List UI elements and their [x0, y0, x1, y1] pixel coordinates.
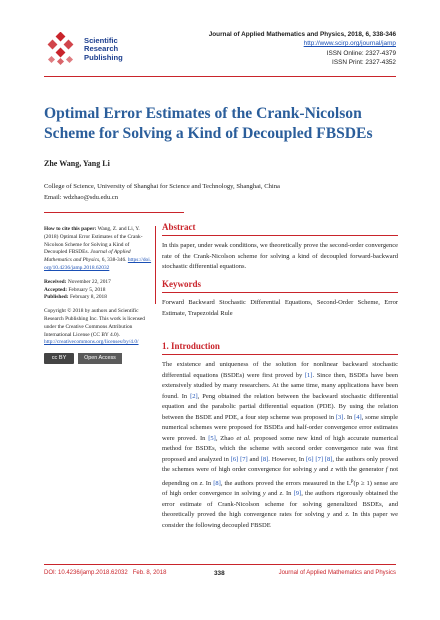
math-var: z — [279, 490, 283, 498]
received-label: Received: — [44, 278, 67, 285]
journal-url-link[interactable]: http://www.scirp.org/journal/jamp — [303, 40, 396, 48]
authors: Zhe Wang, Yang Li — [44, 159, 110, 168]
cite-tail: , 6, 338-346. — [99, 257, 127, 264]
intro-etal: et al. — [236, 434, 251, 442]
intro-text: proposed some new kind of high accurate numerical method for BSDEs, which the scheme with second order convergence rate was first proposed and analyzed in — [162, 434, 399, 463]
affiliation-divider — [44, 212, 184, 213]
accepted-label: Accepted: — [44, 286, 68, 293]
abstract-section — [162, 222, 398, 273]
sidebar — [44, 226, 152, 364]
ref-link[interactable]: [9] — [293, 490, 302, 498]
cite-journal: Journal of Applied Mathematics and Physics — [44, 249, 131, 264]
received-date: November 22, 2017 — [67, 278, 111, 285]
intro-text: The existence and uniqueness of the solution for nonlinear backward stochastic differential equations (BSDEs) were first proved by — [162, 361, 398, 379]
math-var: y — [327, 511, 331, 519]
intro-text: , the authors proved the errors measured in the — [220, 479, 347, 487]
intro-text: , the authors rigorously obtained the error estimate of Crank-Nicolson scheme for solving generalized BSDEs, and theoretically proved the high convergence rates for solving — [162, 490, 398, 519]
ref-link[interactable]: [6] [7] [8] — [306, 455, 333, 463]
math-sup: p — [350, 477, 354, 484]
ref-link[interactable]: [6] — [230, 455, 239, 463]
ref-link[interactable]: [5] — [208, 434, 216, 442]
keywords-text: Forward Backward Stochastic Differential Equations, Second-Order Scheme, Error Estimate, Trapezoidal Rule — [162, 299, 398, 317]
math-var: z — [199, 479, 203, 487]
ref-link[interactable]: [8] — [260, 455, 269, 463]
journal-info — [209, 30, 396, 68]
math-lp: L — [346, 479, 351, 487]
open-access-badge[interactable]: Open Access — [78, 353, 122, 364]
ref-link[interactable]: [2] — [190, 392, 198, 400]
intro-text: . In this paper we consider the following decoupled FBSDE — [162, 511, 398, 529]
license-link[interactable]: http://creativecommons.org/licenses/by/4.0/ — [44, 339, 139, 346]
intro-text: and — [265, 490, 280, 498]
intro-text: and — [330, 511, 346, 519]
math-cond: (p ≥ 1) — [353, 479, 372, 487]
keywords-section — [162, 279, 398, 319]
publisher-name — [84, 37, 123, 62]
footer-doi-date — [44, 570, 166, 576]
paper-title: Optimal Error Estimates of the Crank-Nicolson Scheme for Solving a Kind of Decoupled FBSDEs — [44, 105, 373, 142]
published-label: Published: — [44, 294, 69, 301]
intro-text: , Peng obtained the relation between the backward stochastic differential equation and the parabolic partial differential equation (PDE). By using the relation between the BSDE and PDE, a four step scheme was proposed in — [162, 392, 398, 421]
citation — [44, 226, 152, 273]
cite-label: How to cite this paper: — [44, 226, 97, 232]
ref-link[interactable]: [1] — [304, 371, 313, 379]
introduction-paragraph — [162, 360, 398, 531]
intro-text: . In — [282, 490, 294, 498]
publisher-logo-icon — [44, 32, 78, 66]
math-var: z — [345, 511, 348, 519]
footer-journal: Journal of Applied Mathematics and Physics — [278, 570, 396, 576]
issn-online: ISSN Online: 2327-4379 — [326, 49, 396, 57]
math-var: f — [385, 466, 388, 473]
copyright-text: Copyright © 2018 by authors and Scientific Research Publishing Inc. This work is licensed under the Creative Commons Attribution International License (CC BY 4.0). — [44, 308, 145, 338]
intro-text: . In — [343, 413, 355, 421]
cite-text: Wang, Z. and Li, Y. (2018) Optimal Error Estimates of the Crank-Nicolson Scheme for Solving a Kind of Decoupled FBSDEs. — [44, 226, 143, 256]
email: Email: wdzhao@sdu.edu.cn — [44, 193, 119, 201]
intro-text: . Since then, BSDEs have been extensively studied by many researchers. At the same time, many applications have been found. In — [162, 371, 398, 400]
ref-link[interactable]: [7] — [240, 455, 248, 463]
page-number: 338 — [214, 570, 225, 577]
ref-link[interactable]: [4] — [354, 413, 362, 421]
copyright — [44, 308, 152, 347]
dates — [44, 279, 152, 302]
intro-text: sense are of high order convergence in solving — [162, 479, 398, 498]
abstract-rule — [162, 235, 398, 236]
abstract-vertical-rule — [155, 226, 156, 304]
math-var: z — [330, 466, 334, 473]
badges — [44, 353, 152, 364]
abstract-text: In this paper, under weak conditions, we theoretically prove the second-order convergence rate of the Crank-Nicolson scheme for solving a kind of decoupled forward-backward stochastic differential equations. — [162, 242, 398, 270]
footer-doi: DOI: 10.4236/jamp.2018.62032 — [44, 570, 128, 576]
math-var: y — [314, 466, 317, 473]
cite-doi-link[interactable]: https://doi.org/10.4236/jamp.2018.62032 — [44, 257, 152, 271]
intro-text: , Zhao — [215, 434, 237, 442]
intro-text: . However, In — [268, 455, 306, 463]
keywords-heading: Keywords — [162, 279, 201, 289]
intro-text: and — [247, 455, 261, 463]
ref-link[interactable]: [8] — [213, 479, 221, 487]
introduction-rule — [162, 354, 398, 355]
keywords-rule — [162, 292, 398, 293]
cc-by-badge-icon[interactable]: cc BY — [44, 353, 74, 364]
intro-text: . In — [202, 479, 214, 487]
ref-link[interactable]: [3] — [335, 413, 344, 421]
intro-text: not depending on — [162, 466, 399, 487]
abstract-heading: Abstract — [162, 222, 196, 232]
footer-divider — [44, 564, 396, 565]
accepted-date: February 5, 2018 — [68, 286, 106, 293]
intro-text: with the generator — [333, 466, 386, 473]
introduction-section — [162, 341, 398, 531]
affiliation: College of Science, University of Shanghai for Science and Technology, Shanghai, China — [44, 183, 280, 190]
intro-text: , the authors only proved the schemes were of high order convergence for solving — [162, 455, 398, 473]
footer-date: Feb. 8, 2018 — [132, 570, 167, 576]
intro-text: and — [316, 466, 331, 473]
publisher-name-line: Research — [84, 44, 119, 54]
math-var: y — [262, 490, 266, 498]
intro-text: , some simple numerical schemes were proposed for BSDEs and half-order convergence error estimates were proved. In — [162, 413, 398, 442]
journal-line: Journal of Applied Mathematics and Physics, 2018, 6, 338-346 — [208, 31, 396, 38]
published-date: February 8, 2018 — [69, 294, 107, 301]
publisher-name-line: Publishing — [84, 52, 123, 62]
introduction-heading: 1. Introduction — [162, 341, 220, 351]
publisher-name-line: Scientific — [84, 36, 118, 45]
header-divider — [44, 76, 396, 77]
issn-print: ISSN Print: 2327-4352 — [332, 59, 396, 67]
affiliation-block — [44, 182, 280, 203]
